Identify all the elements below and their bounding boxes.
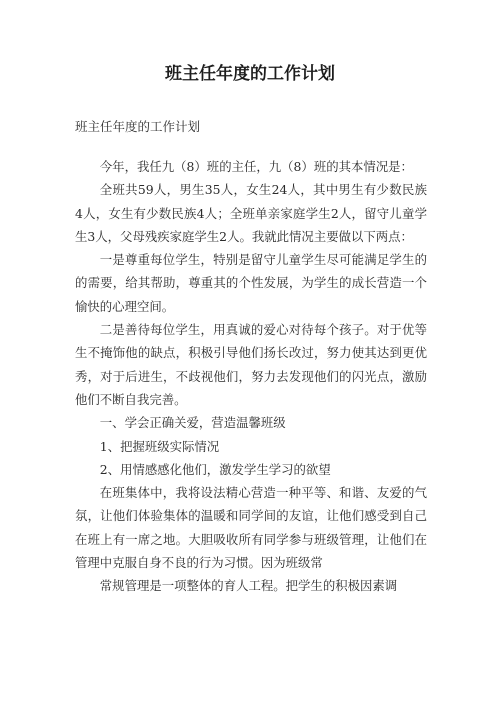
paragraph-point-two: 二是善待每位学生，用真诚的爱心对待每个孩子。对于优等生不掩饰他的缺点，积极引导他们扬长改过，努力使其达到更优秀，对于后进生，不歧视他们，努力去发现他们的闪光点，激励他们不断自我完善。 (75, 322, 427, 407)
subheading-2: 2、用情感感化他们，激发学生学习的欲望 (99, 461, 331, 477)
subheading-1: 1、把握班级实际情况 (99, 438, 220, 454)
section-heading-1: 一、学会正确关爱，营造温馨班级 (99, 415, 286, 431)
document-title: 班主任年度的工作计划 (165, 64, 335, 84)
document-body (75, 155, 427, 598)
paragraph-collective: 在班集体中，我将设法精心营造一种平等、和谐、友爱的气氛，让他们体验集体的温暖和同学间的友谊，让他们感受到自己在班上有一席之地。大胆吸收所有同学参与班级管理，让他们在管理中克服自身不良的行为习惯。因为班级常 (75, 485, 427, 571)
document-subtitle: 班主任年度的工作计划 (75, 119, 201, 134)
paragraph-class-stats: 全班共59人，男生35人，女生24人，其中男生有少数民族4人，女生有少数民族4人；全班单亲家庭学生2人，留守儿童学生3人，父母残疾家庭学生2人。我就此情况主要做以下两点： (75, 182, 427, 244)
paragraph-point-one: 一是尊重每位学生，特别是留守儿童学生尽可能满足学生的的需要，给其帮助，尊重其的个性发展，为学生的成长营造一个愉快的心理空间。 (75, 252, 427, 314)
paragraph-intro: 今年，我任九（8）班的主任，九（8）班的其本情况是： (99, 159, 413, 174)
paragraph-management: 常规管理是一项整体的育人工程。把学生的积极因素调 (99, 578, 398, 594)
